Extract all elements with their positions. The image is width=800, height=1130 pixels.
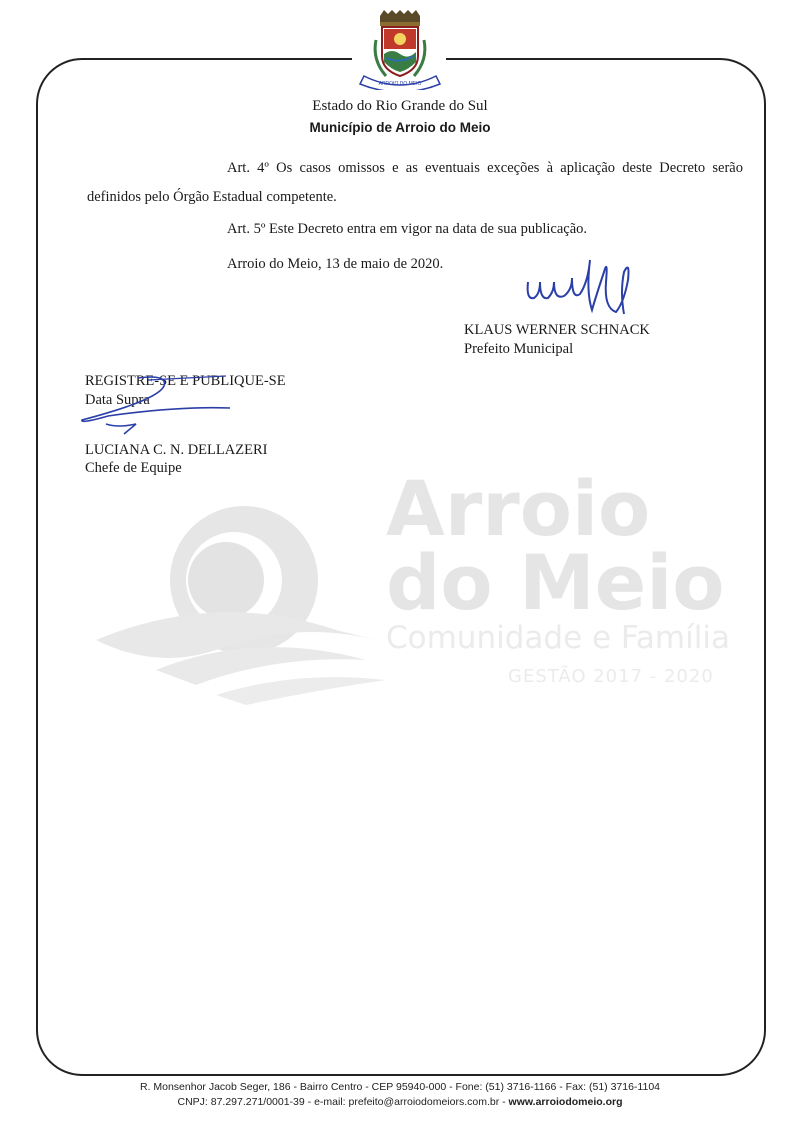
chief-name: LUCIANA C. N. DELLAZERI — [85, 442, 268, 458]
footer-cnpj-email: CNPJ: 87.297.271/0001-39 - e-mail: prefeito@arroiodomeiors.com.br - — [177, 1096, 509, 1108]
registry-line-2: Data Supra — [85, 392, 150, 408]
watermark-line-1: Arroio — [386, 464, 651, 553]
chief-title: Chefe de Equipe — [85, 460, 182, 476]
watermark-line-4: GESTÃO 2017 - 2020 — [508, 666, 714, 687]
article-5: Art. 5º Este Decreto entra em vigor na data de sua publicação. — [227, 221, 588, 237]
mayor-name: KLAUS WERNER SCHNACK — [464, 322, 650, 338]
footer-contact — [0, 1096, 800, 1108]
footer-address: R. Monsenhor Jacob Seger, 186 - Bairro Centro - CEP 95940-000 - Fone: (51) 3716-1166 - Fax: (51) 3716-1104 — [139, 1081, 661, 1093]
coat-ribbon-text: ARROIO DO MEIO — [378, 81, 422, 87]
mayor-signature — [520, 252, 640, 322]
state-name: Estado do Rio Grande do Sul — [312, 98, 488, 114]
watermark-emblem-icon — [96, 470, 416, 710]
chief-signature — [78, 372, 238, 442]
watermark-line-3: Comunidade e Família — [386, 620, 730, 656]
municipality-name: Município de Arroio do Meio — [309, 120, 491, 135]
article-4: Art. 4º Os casos omissos e as eventuais exceções à aplicação deste Decreto serão definidos pelo Órgão Estadual competente. — [87, 160, 743, 205]
watermark-line-2: do Meio — [386, 538, 725, 627]
mayor-title: Prefeito Municipal — [464, 341, 574, 357]
coat-of-arms-logo — [356, 10, 444, 90]
date-line: Arroio do Meio, 13 de maio de 2020. — [227, 256, 444, 272]
footer-website-link[interactable]: www.arroiodomeio.org — [508, 1096, 623, 1108]
registry-line-1: REGISTRE-SE E PUBLIQUE-SE — [85, 373, 286, 389]
